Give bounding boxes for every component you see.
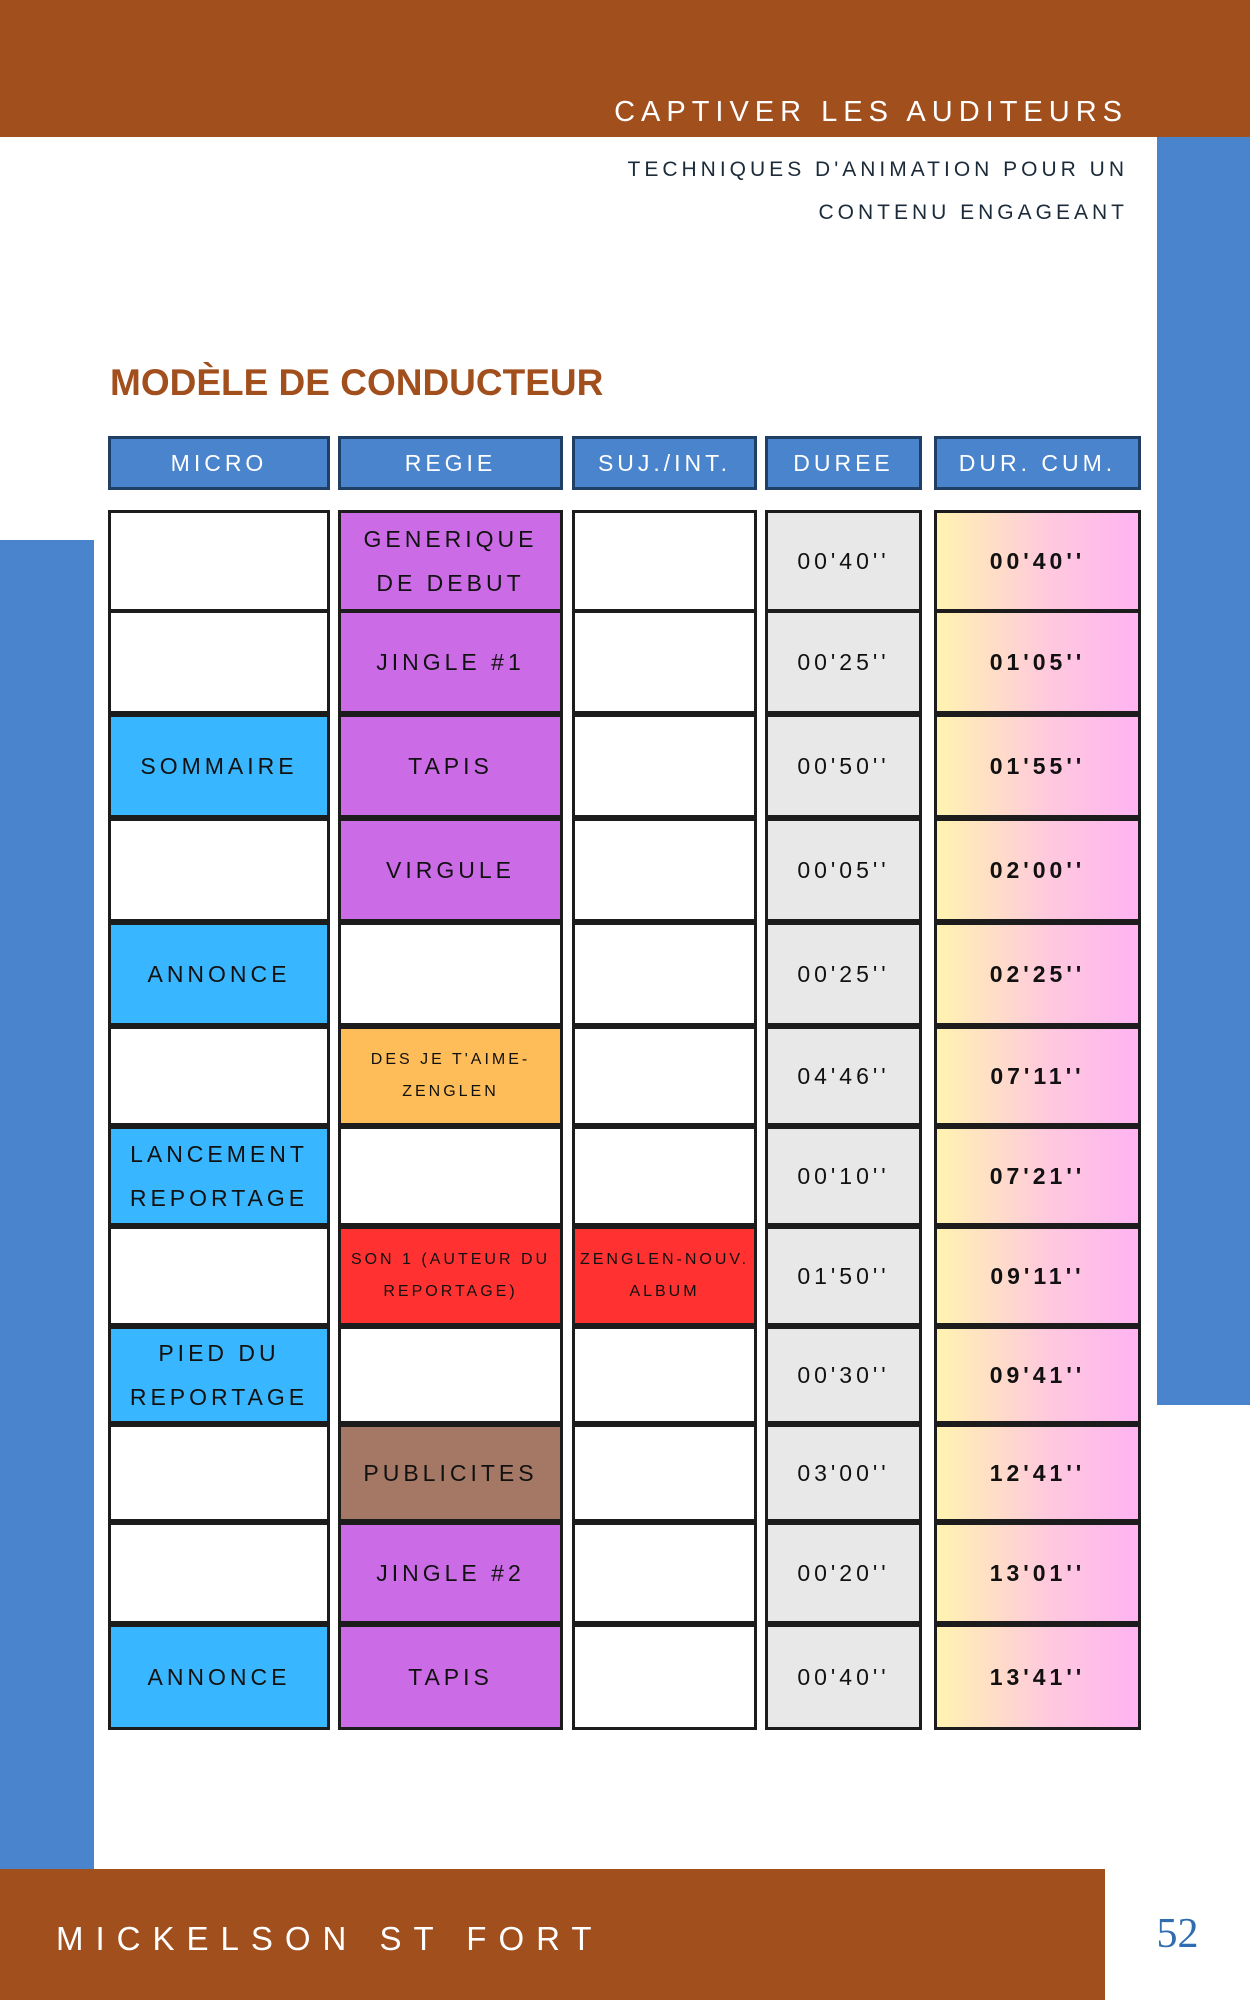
table-cell-cumul: 09'11'' (934, 1226, 1141, 1326)
author-name: MICKELSON ST FORT (56, 1920, 604, 1957)
table-cell-regie: GENERIQUE DE DEBUT (338, 510, 563, 612)
table-cell-cumul: 00'40'' (934, 510, 1141, 612)
table-cell-micro: LANCEMENT REPORTAGE (108, 1126, 330, 1226)
table-cell-sujet (572, 510, 757, 612)
table-cell-cumul: 13'01'' (934, 1522, 1141, 1624)
table-cell-micro (108, 1522, 330, 1624)
column-header: DUR. CUM. (934, 436, 1141, 490)
table-cell-regie: JINGLE #1 (338, 610, 563, 714)
page-number: 52 (1156, 1911, 1199, 1957)
table-cell-regie: TAPIS (338, 714, 563, 818)
table-cell-sujet: ZENGLEN-NOUV. ALBUM (572, 1226, 757, 1326)
table-cell-regie: TAPIS (338, 1624, 563, 1730)
table-cell-micro: SOMMAIRE (108, 714, 330, 818)
table-cell-sujet (572, 1424, 757, 1522)
table-cell-regie (338, 1126, 563, 1226)
right-accent-bar (1157, 137, 1250, 1405)
table-cell-duree: 03'00'' (765, 1424, 922, 1522)
column-header: MICRO (108, 436, 330, 490)
table-cell-sujet (572, 1624, 757, 1730)
table-cell-regie: JINGLE #2 (338, 1522, 563, 1624)
table-cell-duree: 01'50'' (765, 1226, 922, 1326)
table-cell-micro: PIED DU REPORTAGE (108, 1326, 330, 1424)
table-cell-micro (108, 1226, 330, 1326)
table-cell-cumul: 07'11'' (934, 1026, 1141, 1126)
left-accent-bar (0, 540, 94, 1870)
table-cell-micro (108, 818, 330, 922)
table-cell-sujet (572, 1026, 757, 1126)
table-cell-duree: 00'30'' (765, 1326, 922, 1424)
table-cell-regie (338, 922, 563, 1026)
table-cell-micro: ANNONCE (108, 1624, 330, 1730)
header-subtitle: TECHNIQUES D'ANIMATION POUR UN CONTENU ENGAGEANT (627, 158, 1128, 224)
table-cell-duree: 04'46'' (765, 1026, 922, 1126)
table-cell-regie (338, 1326, 563, 1424)
table-cell-regie: DES JE T'AIME-ZENGLEN (338, 1026, 563, 1126)
table-cell-sujet (572, 1522, 757, 1624)
table-cell-duree: 00'50'' (765, 714, 922, 818)
table-cell-cumul: 02'25'' (934, 922, 1141, 1026)
header-title: CAPTIVER LES AUDITEURS (614, 96, 1128, 128)
table-cell-cumul: 13'41'' (934, 1624, 1141, 1730)
table-cell-cumul: 12'41'' (934, 1424, 1141, 1522)
table-cell-duree: 00'05'' (765, 818, 922, 922)
table-cell-sujet (572, 818, 757, 922)
table-cell-sujet (572, 1126, 757, 1226)
column-header: DUREE (765, 436, 922, 490)
table-cell-micro: ANNONCE (108, 922, 330, 1026)
column-header: REGIE (338, 436, 563, 490)
table-cell-duree: 00'10'' (765, 1126, 922, 1226)
table-cell-cumul: 09'41'' (934, 1326, 1141, 1424)
right-white-strip (1140, 137, 1157, 432)
table-cell-cumul: 07'21'' (934, 1126, 1141, 1226)
column-header: SUJ./INT. (572, 436, 757, 490)
table-cell-micro (108, 610, 330, 714)
table-cell-cumul: 01'05'' (934, 610, 1141, 714)
table-cell-micro (108, 1424, 330, 1522)
table-cell-cumul: 02'00'' (934, 818, 1141, 922)
table-cell-duree: 00'20'' (765, 1522, 922, 1624)
table-cell-sujet (572, 922, 757, 1026)
table-cell-micro (108, 1026, 330, 1126)
table-cell-micro (108, 510, 330, 612)
table-cell-duree: 00'40'' (765, 510, 922, 612)
table-cell-regie: VIRGULE (338, 818, 563, 922)
table-cell-duree: 00'40'' (765, 1624, 922, 1730)
table-cell-sujet (572, 610, 757, 714)
table-cell-regie: PUBLICITES (338, 1424, 563, 1522)
table-cell-sujet (572, 1326, 757, 1424)
table-cell-cumul: 01'55'' (934, 714, 1141, 818)
table-cell-duree: 00'25'' (765, 610, 922, 714)
table-cell-sujet (572, 714, 757, 818)
section-title: MODÈLE DE CONDUCTEUR (110, 362, 604, 403)
table-cell-duree: 00'25'' (765, 922, 922, 1026)
table-cell-regie: SON 1 (AUTEUR DU REPORTAGE) (338, 1226, 563, 1326)
